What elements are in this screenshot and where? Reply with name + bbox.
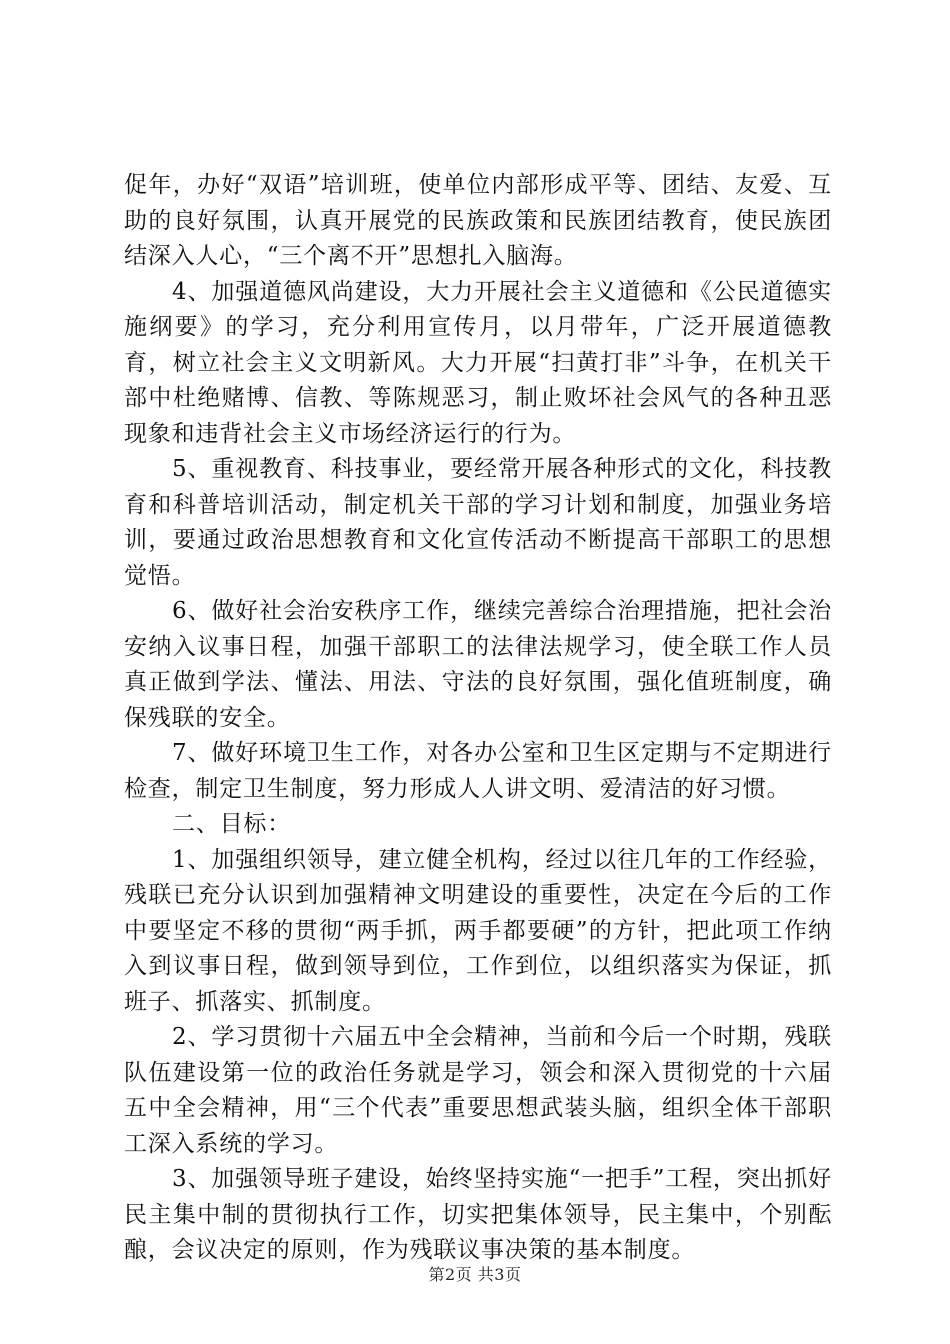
paragraph-goal-2-study: 2、学习贯彻十六届五中全会精神，当前和今后一个时期，残联队伍建设第一位的政治任务就是学习，领会和深入贯彻党的十六届五中全会精神，用“三个代表”重要思想武装头脑，组织全体干部职工深入系统的学习。 bbox=[124, 1024, 832, 1157]
page-number-footer: 第2页 共3页 bbox=[428, 1265, 522, 1284]
paragraph-item-7-sanitation: 7、做好环境卫生工作，对各办公室和卫生区定期与不定期进行检查，制定卫生制度，努力形成人人讲文明、爱清洁的好习惯。 bbox=[124, 740, 832, 802]
paragraph-goal-1-leadership: 1、加强组织领导，建立健全机构，经过以往几年的工作经验，残联已充分认识到加强精神文明建设的重要性，决定在今后的工作中要坚定不移的贯彻“两手抓，两手都要硬”的方针，把此项工作纳入到议事日程，做到领导到位，工作到位，以组织落实为保证，抓班子、抓落实、抓制度。 bbox=[124, 846, 832, 1015]
section-heading-goals: 二、目标： bbox=[172, 811, 291, 837]
paragraph-item-4-morality: 4、加强道德风尚建设，大力开展社会主义道德和《公民道德实施纲要》的学习，充分利用宣传月，以月带年，广泛开展道德教育，树立社会主义文明新风。大力开展“扫黄打非”斗争，在机关干部中杜绝赌博、信教、等陈规恶习，制止败坏社会风气的各种丑恶现象和违背社会主义市场经济运行的行为。 bbox=[124, 278, 832, 447]
paragraph-item-6-public-security: 6、做好社会治安秩序工作，继续完善综合治理措施，把社会治安纳入议事日程，加强干部职工的法律法规学习，使全联工作人员真正做到学法、懂法、用法、守法的良好氛围，强化值班制度，确保残联的安全。 bbox=[124, 598, 832, 731]
document-body bbox=[124, 168, 832, 1269]
paragraph-item-5-education: 5、重视教育、科技事业，要经常开展各种形式的文化，科技教育和科普培训活动，制定机关干部的学习计划和制度，加强业务培训，要通过政治思想教育和文化宣传活动不断提高干部职工的思想觉悟。 bbox=[124, 456, 832, 589]
paragraph-continuation: 促年，办好“双语”培训班，使单位内部形成平等、团结、友爱、互助的良好氛围，认真开展党的民族政策和民族团结教育，使民族团结深入人心，“三个离不开”思想扎入脑海。 bbox=[124, 172, 832, 269]
paragraph-goal-3-team-building: 3、加强领导班子建设，始终坚持实施“一把手”工程，突出抓好民主集中制的贯彻执行工作，切实把集体领导，民主集中，个别酝酿，会议决定的原则，作为残联议事决策的基本制度。 bbox=[124, 1166, 832, 1263]
